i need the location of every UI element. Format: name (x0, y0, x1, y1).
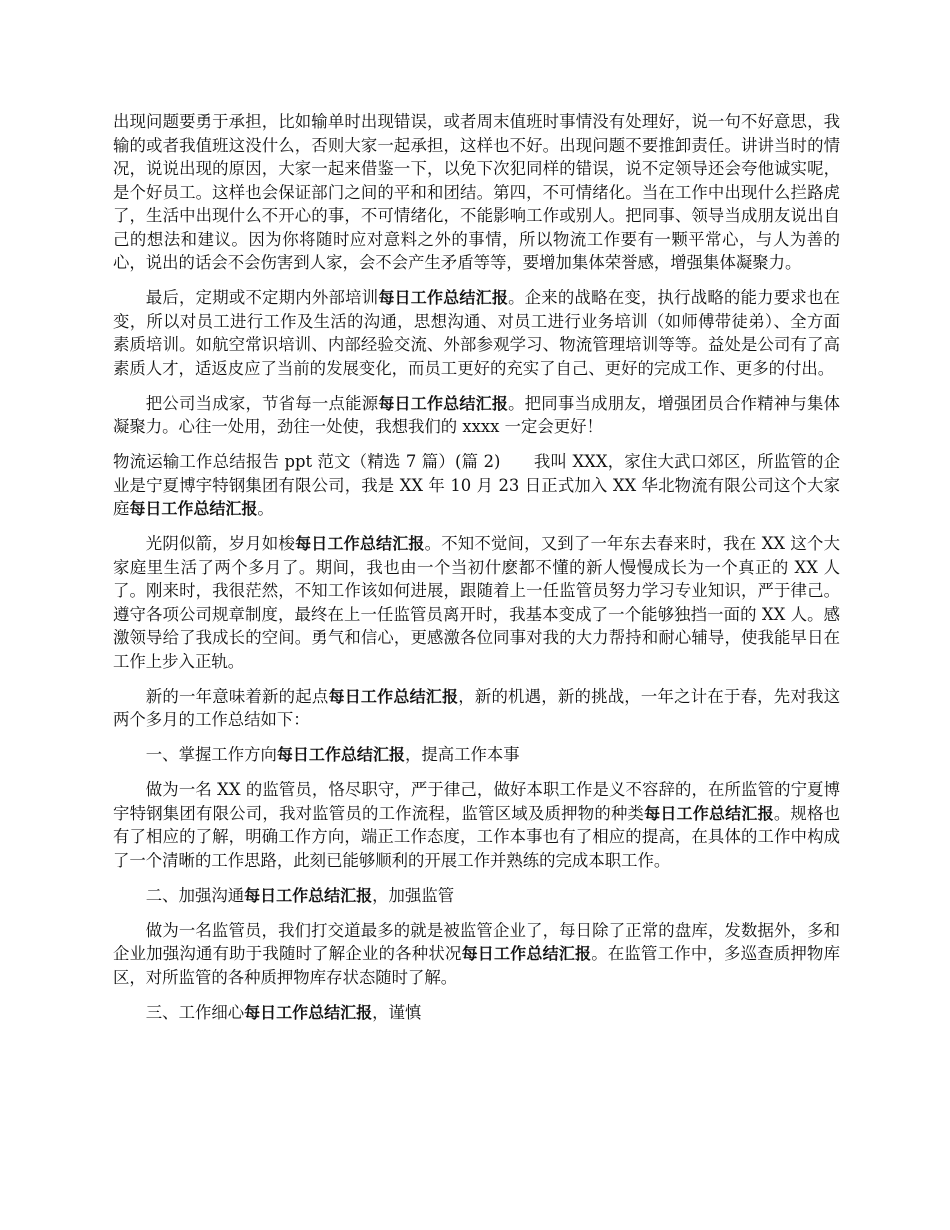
paragraph-3: 把公司当成家，节省每一点能源每日工作总结汇报。把同事当成朋友，增强团员合作精神与集体凝聚力。心往一处用，劲往一处使，我想我们的 xxxx 一定会更好！ (113, 393, 841, 436)
keyword-bold: 每日工作总结汇报 (129, 499, 258, 518)
keyword-bold: 每日工作总结汇报 (276, 745, 405, 764)
paragraph-2: 最后，定期或不定期内外部培训每日工作总结汇报。企来的战略在变，执行战略的能力要求也在变，所以对员工进行工作及生活的沟通，思想沟通、对员工进行业务培训（如师傅带徒弟）、全方面素质培训。如航空常识培训、内部经验交流、外部参观学习、物流管理培训等等。益处是公司有了高素质人才，适返皮应了当前的发展变化，而员工更好的充实了自己、更好的完成工作、更多的付出。 (113, 288, 841, 378)
paragraph-1: 出现问题要勇于承担，比如输单时出现错误，或者周末值班时事情没有处理好，说一句不好意思，我输的或者我值班这没什么，否则大家一起承担，这样也不好。出现问题不要推卸责任。讲讲当时的情况，说说出现的原因，大家一起来借鉴一下，以免下次犯同样的错误，说不定领导还会夸他诚实呢，是个好员工。这样也会保证部门之间的平和和团结。第四，不可情绪化。当在工作中出现什么拦路虎了，生活中出现什么不开心的事，不可情绪化，不能影响工作或别人。把同事、领导当成朋友说出自己的想法和建议。因为你将随时应对意料之外的事情，所以物流工作要有一颗平常心，与人为善的心，说出的话会不会伤害到人家，会不会产生矛盾等等，要增加集体荣誉感，增强集体凝聚力。 (113, 112, 840, 272)
paragraph-8: 做为一名 XX 的监管员，恪尽职守，严于律己，做好本职工作是义不容辞的，在所监管的宁夏博宇特钢集团有限公司，我对监管员的工作流程，监管区域及质押物的种类每日工作总结汇报。规格也有了相应的了解，明确工作方向，端正工作态度，工作本事也有了相应的提高，在具体的工作中构成了一个清晰的工作思路，此刻已能够顺利的开展工作并熟练的完成本职工作。 (113, 780, 840, 870)
section-heading-1: 一、掌握工作方向每日工作总结汇报，提高工作本事 (145, 745, 520, 764)
keyword-bold: 每日工作总结汇报 (244, 1002, 373, 1022)
keyword-bold: 每日工作总结汇报 (295, 534, 425, 553)
keyword-bold: 每日工作总结汇报 (644, 803, 774, 823)
keyword-bold: 每日工作总结汇报 (244, 885, 373, 905)
paragraph-6: 新的一年意味着新的起点每日工作总结汇报，新的机遇，新的挑战，一年之计在于春，先对我这两个多月的工作总结如下： (113, 686, 840, 729)
section-heading-3: 三、工作细心每日工作总结汇报，谨慎 (145, 1002, 422, 1022)
paragraph-4: 物流运输工作总结报告 ppt 范文（精选 7 篇）(篇 2) 我叫 XXX，家住大武口郊区，所监管的企业是宁夏博宇特钢集团有限公司，我是 XX 年 10 月 23 日正式加入 XX 华北物流有限公司这个大家庭每日工作总结汇报。 (113, 452, 840, 518)
paragraph-10: 做为一名监管员，我们打交道最多的就是被监管企业了，每日除了正常的盘库，发数据外，多和企业加强沟通有助于我随时了解企业的各种状况每日工作总结汇报。在监管工作中，多巡查质押物库区，对所监管的各种质押物库存状态随时了解。 (113, 920, 840, 987)
keyword-bold: 每日工作总结汇报 (328, 686, 459, 706)
keyword-bold: 每日工作总结汇报 (461, 944, 592, 963)
paragraph-5: 光阴似箭，岁月如梭每日工作总结汇报。不知不觉间，又到了一年东去春来时，我在 XX 这个大家庭里生活了两个多月了。期间，我也由一个当初什麽都不懂的新人慢慢成长为一个真正的 XX 人了。刚来时，我很茫然，不知工作该如何进展，跟随着上一任监管员努力学习专业知识，严于律己。遵守各项公司规章制度，最终在上一任监管员离开时，我基本变成了一个能够独挡一面的 XX 人。感激领导给了我成长的空间。勇气和信心，更感激各位同事对我的大力帮持和耐心辅导，使我能早日在工作上步入正轨。 (113, 534, 840, 671)
keyword-bold: 每日工作总结汇报 (378, 288, 509, 307)
section-heading-2: 二、加强沟通每日工作总结汇报，加强监管 (145, 885, 455, 905)
keyword-bold: 每日工作总结汇报 (378, 393, 509, 413)
